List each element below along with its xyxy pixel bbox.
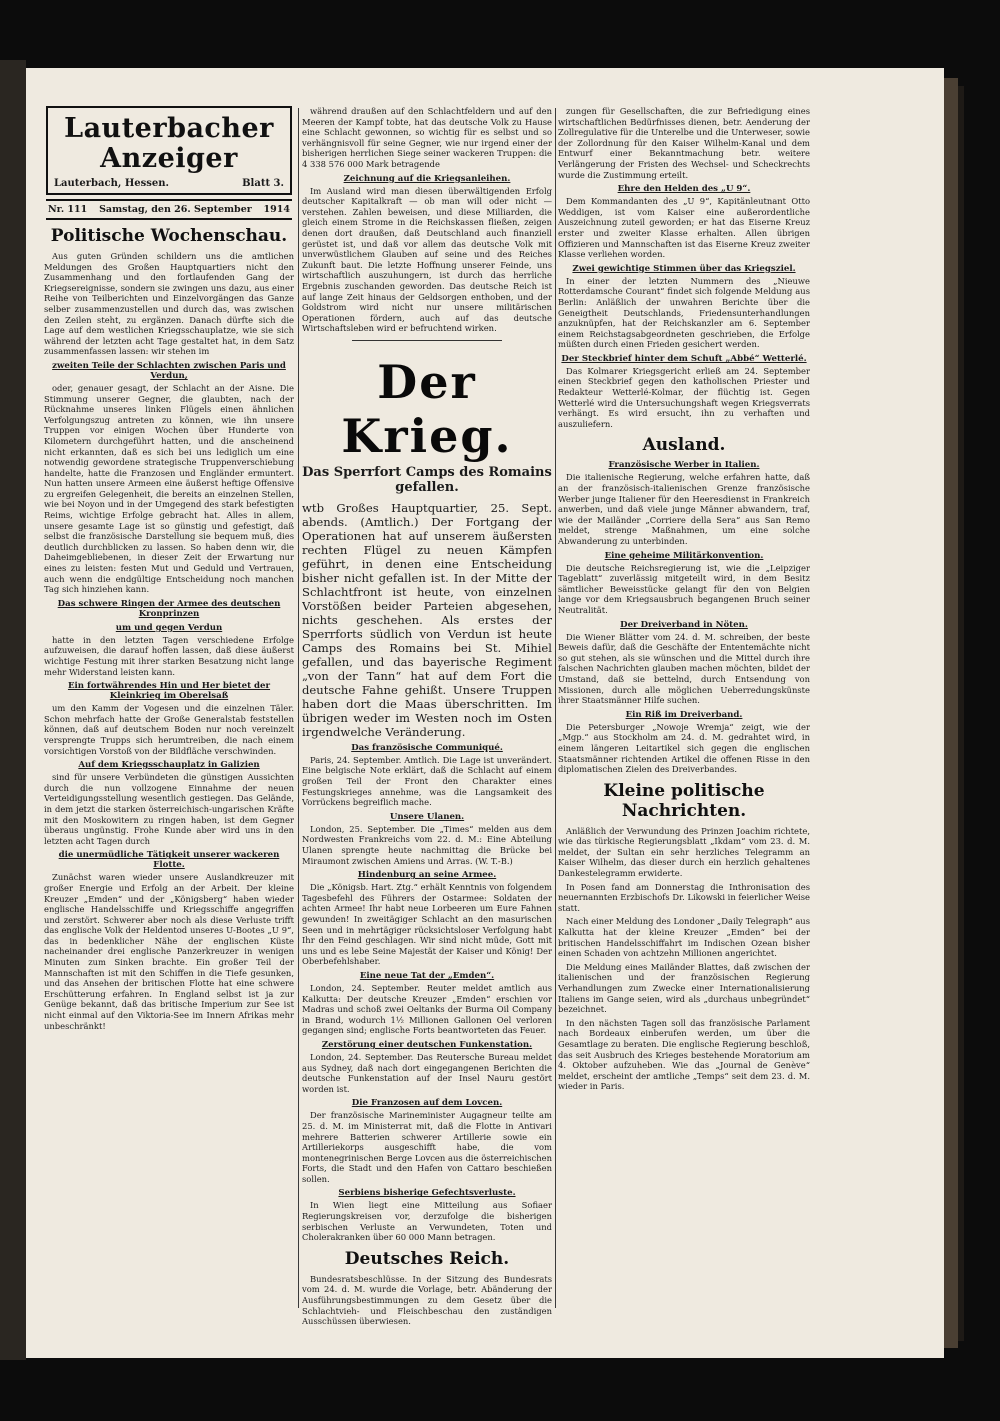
book-binding — [0, 60, 26, 1360]
column-2 — [302, 106, 552, 1330]
column-rule — [555, 108, 556, 1308]
paragraph: London, 24. September. Reuter meldet amtlich aus Kalkutta: Der deutsche Kreuzer „Emden“ erschien vor Madras und schoß zwei Oeltanks der Burma Oil Company in Brand, wodurch 1½ Millionen Gallonen Oel verloren gegangen sind; englische Forts beantworteten das Feuer. — [302, 982, 552, 1036]
subheading: Zeichnung auf die Kriegsanleihen. — [343, 173, 511, 184]
paragraph: Die Meldung eines Mailänder Blattes, daß zwischen der italienischen und der französischen Regierung Verhandlungen zum Zwecke einer Internationalisierung Italiens im Gange seien, wird als „durchaus unbegründet“ bezeichnet. — [558, 961, 810, 1015]
paragraph: Anläßlich der Verwundung des Prinzen Joachim richtete, wie das türkische Regierungsblatt „Ikdam“ vom 23. d. M. meldet, der Sultan ein sehr herzliches Telegramm an Kaiser Wilhelm, das dieser durch ein herzlich gehaltenes Dankestelegramm erwiderte. — [558, 825, 810, 879]
paragraph: Bundesratsbeschlüsse. In der Sitzung des Bundesrats vom 24. d. M. wurde die Vorlage, betr. Abänderung der Ausführungsbestimmungen zu dem Gesetz über die Schlachtvieh- und Fleischbeschau den zuständigen Ausschüssen überwiesen. — [302, 1273, 552, 1327]
subheading: Zwei gewichtige Stimmen über das Kriegsziel. — [572, 263, 796, 274]
column-rule — [298, 108, 299, 1308]
subheading: Französische Werber in Italien. — [608, 460, 760, 471]
issue-date: Samstag, den 26. September — [99, 204, 252, 215]
masthead-title: Lauterbacher Anzeiger — [64, 113, 274, 174]
paragraph: Dem Kommandanten des „U 9“, Kapitänleutnant Otto Weddigen, ist vom Kaiser eine außerordentliche Auszeichnung zuteil geworden; er hat das Eiserne Kreuz erster und zweiter Klasse erhalten. Allen übrigen Offizieren und Mannschaften ist das Eiserne Kreuz zweiter Klasse verliehen worden. — [558, 196, 810, 260]
subheading: Zerstörung einer deutschen Funkenstation. — [321, 1039, 533, 1050]
subheading: Unsere Ulanen. — [389, 811, 465, 822]
war-headline: Der Krieg. — [341, 354, 513, 463]
subheading: Hindenburg an seine Armee. — [357, 870, 497, 881]
paragraph: Das Kolmarer Kriegsgericht erließ am 24. September einen Steckbrief gegen den katholischen Priester und Redakteur Wetterlé-Kolmar, der flüchtig ist. Gegen Wetterlé wird die Untersuchungshaft wegen Kriegsverrats verhängt. Es wird ersucht, ihn zu verhaften und auszuliefern. — [558, 365, 810, 429]
subheading: Der Dreiverband in Nöten. — [620, 619, 748, 630]
subheading: um und gegen Verdun — [115, 622, 223, 633]
newspaper-page — [26, 68, 944, 1358]
paragraph: London, 24. September. Das Reutersche Bureau meldet aus Sydney, daß nach dort eingegangenen Berichten die deutsche Funkenstation auf der Insel Nauru gestört worden ist. — [302, 1051, 552, 1094]
paragraph: London, 25. September. Die „Times“ melden aus dem Nordwesten Frankreichs vom 22. d. M.: Eine Abteilung Ulanen sprengte heute nachmittag die Brücke bei Miraumont zwischen Amiens und Arras. (W. T.-B.) — [302, 823, 552, 866]
paragraph: hatte in den letzten Tagen verschiedene Erfolge aufzuweisen, die darauf hoffen lassen, daß diese äußerst wichtige Festung mit ihrer starken Besatzung nicht lange mehr Widerstand leisten kann. — [44, 634, 294, 677]
paragraph: Im Ausland wird man diesen überwältigenden Erfolg deutscher Kapitalkraft — ob man will oder nicht — verstehen. Zahlen beweisen, und diese Milliarden, die gleich einem Strome in die Reichskassen fließen, zeigen denen dort draußen, daß Deutschland auch finanziell gerüstet ist, und daß vor allem das deutsche Volk mit unverwüstlichem Glauben auf seine und des Reiches Zukunft baut. Die letzte Hoffnung unserer Feinde, uns wirtschaftlich auszuhungern, ist durch das herrliche Ergebnis zuschanden geworden. Das deutsche Reich ist auf lange Zeit hinaus der Geldsorgen enthoben, und der Goldstrom wird nicht nur unsere militärischen Operationen fördern, auch auf das deutsche Wirtschaftsleben wird er befruchtend wirken. — [302, 185, 552, 334]
subheading: Eine neue Tat der „Emden“. — [359, 970, 495, 981]
section-heading: Deutsches Reich. — [344, 1248, 510, 1269]
column-3 — [558, 106, 810, 1095]
subheading: Das französische Communiqué. — [351, 742, 503, 753]
issue-year: 1914 — [263, 204, 290, 215]
section-heading: Kleine politische Nachrichten. — [603, 780, 765, 821]
paragraph: In Wien liegt eine Mitteilung aus Sofiaer Regierungskreisen vor, derzufolge die bisherigen serbischen Verluste an Verwundeten, Toten und Cholerakranken über 60 000 Mann betragen. — [302, 1200, 552, 1243]
subheading: Der Steckbrief hinter dem Schuft „Abbé“ Wetterlé. — [561, 353, 807, 364]
subheading: Das schwere Ringen der Armee des deutschen Kronprinzen — [57, 598, 281, 619]
subheading: die unermüdliche Tätigkeit unserer wackeren Flotte. — [58, 850, 280, 871]
subheading: zweiten Teile der Schlachten zwischen Paris und Verdun, — [52, 360, 286, 381]
section-heading: Politische Wochenschau. — [50, 226, 288, 246]
issue-number: Nr. 111 — [48, 204, 88, 215]
paragraph: Die Petersburger „Nowoje Wremja“ zeigt, wie der „Mgp.“ aus Stockholm am 24. d. M. gedrahtet wird, in einem längeren Leitartikel sich gegen die englischen Staatsmänner richtenden Artikel die offenen Risse in den diplomatischen Zielen des Dreiverbandes. — [558, 721, 810, 775]
paragraph: Nach einer Meldung des Londoner „Daily Telegraph“ aus Kalkutta hat der kleine Kreuzer „Emden“ bei der britischen Handelsschiffahrt im Indischen Ozean bisher einen Schaden von achtzehn Millionen angerichtet. — [558, 916, 810, 959]
paragraph: In den nächsten Tagen soll das französische Parlament nach Bordeaux einberufen werden, um über die Gesamtlage zu beraten. Die englische Regierung beschloß, das seit Ausbruch des Krieges bestehende Moratorium am 4. Oktober aufzuheben. Wie das „Journal de Genève“ meldet, erscheint der amtliche „Temps“ seit dem 23. d. M. wieder in Paris. — [558, 1017, 810, 1092]
subheading: Die Franzosen auf dem Lovcen. — [351, 1098, 503, 1109]
dateline — [46, 199, 292, 220]
separator — [352, 340, 502, 341]
paragraph: In einer der letzten Nummern des „Nieuwe Rotterdamsche Courant“ findet sich folgende Meldung aus Berlin: Anläßlich der unwahren Berichte über die Geneigtheit Deutschlands, Friedensunterhandlungen anzuknüpfen, hat der Reichskanzler am 6. September einem Reichstagsabgeordneten geschrieben, die Erfolge müßten durch einen Frieden gesichert werden. — [558, 275, 810, 350]
column-1 — [44, 106, 294, 1034]
subheading: Ein fortwährendes Hin und Her bietet der Kleinkrieg im Oberelsaß — [67, 681, 271, 702]
paragraph: Die Wiener Blätter vom 24. d. M. schreiben, der beste Beweis dafür, daß die Geschäfte der Ententemächte nicht so gut stehen, als sie wünschen und die Mittel durch ihre falschen Nachrichten glauben machen möchten, bildet der Umstand, daß sie bettelnd, durch Entsendung von Missionen, durch alle möglichen Ueberredungskünste ihrer Staatsmänner Hilfe suchen. — [558, 631, 810, 706]
masthead — [46, 106, 292, 195]
war-subheadline: Das Sperrfort Camps des Romains gefallen. — [302, 464, 552, 495]
paragraph: zungen für Gesellschaften, die zur Befriedigung eines wirtschaftlichen Bedürfnisses dienen, betr. Aenderung der Zollregulative für die Unterelbe und die Unterweser, sowie der Zollordnung für den Kaiser Wilhelm-Kanal und dem Entwurf einer Bekanntmachung betr. weitere Verlängerung der Fristen des Wechsel- und Scheckrechts wurde die Zustimmung erteilt. — [558, 106, 810, 180]
paragraph: Die italienische Regierung, welche erfahren hatte, daß an der französisch-italienischen Grenze französische Werber junge Italiener für den Heeresdienst in Frankreich anwerben, und daß viele junge Männer abwandern, traf, wie der Mailänder „Corriere della Sera“ aus San Remo meldet, strenge Maßnahmen, um eine solche Abwanderung zu unterbinden. — [558, 472, 810, 546]
paragraph: Aus guten Gründen schildern uns die amtlichen Meldungen des Großen Hauptquartiers nicht den Zusammenhang und den fortlaufenden Gang der Kriegsereignisse, sondern sie zwingen uns dazu, aus einer Reihe von Teilberichten und Einzelvorgängen das Ganze selber zusammenzustellen und durch das, was zwischen den Zeilen steht, zu ergänzen. Danach dürfte sich die Lage auf dem westlichen Kriegsschauplatze, wie sie sich während der letzten acht Tage gestaltet hat, in dem Satz zusammenfassen lassen: wir stehen im — [44, 251, 294, 357]
paragraph: In Posen fand am Donnerstag die Inthronisation des neuernannten Erzbischofs Dr. Likowski in feierlicher Weise statt. — [558, 881, 810, 913]
masthead-subline — [54, 178, 284, 189]
paragraph: Die „Königsb. Hart. Ztg.“ erhält Kenntnis von folgendem Tagesbefehl des Führers der Ostarmee: Soldaten der achten Armee! Ihr habt neue Lorbeeren um Eure Fahnen gewunden! In zweitägiger Schlacht an den masurischen Seen und in mehrtägiger rücksichtsloser Verfolgung habt Ihr den Feind geschlagen. Wir sind nicht müde, Gott mit uns und es lebe Seine Majestät der Kaiser und König! Der Oberbefehlshaber. — [302, 882, 552, 967]
subheading: Auf dem Kriegsschauplatz in Galizien — [78, 760, 260, 771]
subheading: Ehre den Helden des „U 9“. — [617, 184, 751, 195]
war-lead-paragraph: wtb Großes Hauptquartier, 25. Sept. abends. (Amtlich.) Der Fortgang der Operationen hat auf unserem äußersten rechten Flügel zu neuen Kämpfen geführt, in denen eine Entscheidung bisher nicht gefallen ist. In der Mitte der Schlachtfront ist heute, von einzelnen Vorstößen beider Parteien abgesehen, nichts geschehen. Als erstes der Sperrforts südlich von Verdun ist heute Camps des Romains bei St. Mihiel gefallen, und das bayerische Regiment „von der Tann“ hat auf dem Fort die deutsche Fahne gehißt. Unsere Truppen haben dort die Maas überschritten. Im übrigen weder im Westen noch im Osten irgendwelche Veränderung. — [302, 500, 552, 739]
subheading: Eine geheime Militärkonvention. — [604, 550, 764, 561]
page-edge — [944, 78, 958, 1348]
paragraph: während draußen auf den Schlachtfeldern und auf den Meeren der Kampf tobte, hat das deutsche Volk zu Hause eine Schlacht gewonnen, so wichtig für es selbst und so verhängnisvoll für seine Gegner, wie nur irgend einer der bisherigen herrlichen Siege seiner wackeren Truppen: die 4 338 576 000 Mark betragende — [302, 106, 552, 169]
paragraph: um den Kamm der Vogesen und die einzelnen Täler. Schon mehrfach hatte der Große Generalstab feststellen können, daß auf deutschem Boden nur noch vereinzelt versprengte Trupps sich herumtreiben, die nach einem vorsichtigen Vorstoß von der Bildfläche verschwinden. — [44, 703, 294, 756]
masthead-place: Lauterbach, Hessen. — [54, 178, 170, 189]
paragraph: Der französische Marineminister Augagneur teilte am 25. d. M. im Ministerrat mit, daß die Flotte in Antivari mehrere Batterien schwerer Artillerie sowie ein Artilleriekorps ausgeschifft habe, die vom montenegrinischen Berge Lovcen aus die österreichischen Forts, die Stadt und den Hafen von Cattaro beschießen sollen. — [302, 1110, 552, 1184]
paragraph: Paris, 24. September. Amtlich. Die Lage ist unverändert. Eine belgische Note erklärt, daß die Schlacht auf einem großen Teil der Front den Charakter eines Festungskrieges annehme, was die Langsamkeit des Vorrückens begreiflich mache. — [302, 754, 552, 808]
masthead-sheet: Blatt 3. — [242, 178, 284, 189]
paragraph: sind für unsere Verbündeten die günstigen Aussichten durch die nun vollzogene Einnahme der neuen Verteidigungsstellung wesentlich gestiegen. Das Gelände, in dem jetzt die starken österreichisch-ungarischen Kräfte mit den Moskowitern zu ringen haben, ist dem Gegner überaus ungünstig. Frohe Kunde aber wird uns in den letzten acht Tagen durch — [44, 772, 294, 846]
section-heading: Ausland. — [642, 435, 726, 456]
subheading: Serbiens bisherige Gefechtsverluste. — [338, 1188, 516, 1199]
paragraph: oder, genauer gesagt, der Schlacht an der Aisne. Die Stimmung unserer Gegner, die glaubten, nach der Rücknahme unseres linken Flügels einen ähnlichen Verfolgungszug antreten zu können, wie ihn unsere Truppen vor einigen Wochen über Hunderte von Kilometern durchgeführt hatten, und die anscheinend nicht erkannten, daß es sich bei uns lediglich um eine notwendig gewordene strategische Truppenverschiebung handelte, hatte die Franzosen und Engländer ermuntert. Nun hatten unsere Armeen eine äußerst heftige Offensive zu ergreifen Gelegenheit, die bereits an einzelnen Stellen, wie bei Noyon und in der Umgegend des stark befestigten Reims, wichtige Erfolge gebracht hat. Alles in allem, unsere gesamte Lage ist so günstig und gefestigt, daß selbst die französische Darstellung sie bequem muß, dies deutlich durchblicken zu lassen. So haben denn wir, die Daheimgebliebenen, in dieser Zeit der Erwartung nur eines zu leisten: festen Mut und Geduld und Vertrauen, auch wenn die endgültige Entscheidung noch manchen Tag sich hinziehen kann. — [44, 382, 294, 595]
subheading: Ein Riß im Dreiverband. — [625, 709, 743, 720]
paragraph: Die deutsche Reichsregierung ist, wie die „Leipziger Tageblatt“ zuverlässig mitgeteilt wird, in dem Besitz sämtlicher Beweisstücke gelangt für den von Belgien lange vor dem Kriegsausbruch begangenen Bruch seiner Neutralität. — [558, 562, 810, 615]
paragraph: Zunächst waren wieder unsere Auslandkreuzer mit großer Energie und Erfolg an der Arbeit. Der kleine Kreuzer „Emden“ und der „Königsberg“ haben wieder englische Handelsschiffe und Kriegsschiffe angegriffen und zerstört. Schwerer aber noch als diese Verluste trifft das englische Volk der Heldentod unseres U-Bootes „U 9“, das in bedenklicher Nähe der englischen Küste nacheinander drei englische Panzerkreuzer in wenigen Minuten zum Sinken brachte. Ein großer Teil der Mannschaften ist mit den Schiffen in die Tiefe gesunken, und das Ansehen der britischen Flotte hat eine schwere Erschütterung erfahren. In England selbst ist ja zur Genüge bekannt, daß das britische Imperium zur See ist nicht einmal auf den Viktoria-See im Innern Afrikas mehr unbeschränkt! — [44, 872, 294, 1031]
page-edge-shadow — [958, 86, 964, 1341]
